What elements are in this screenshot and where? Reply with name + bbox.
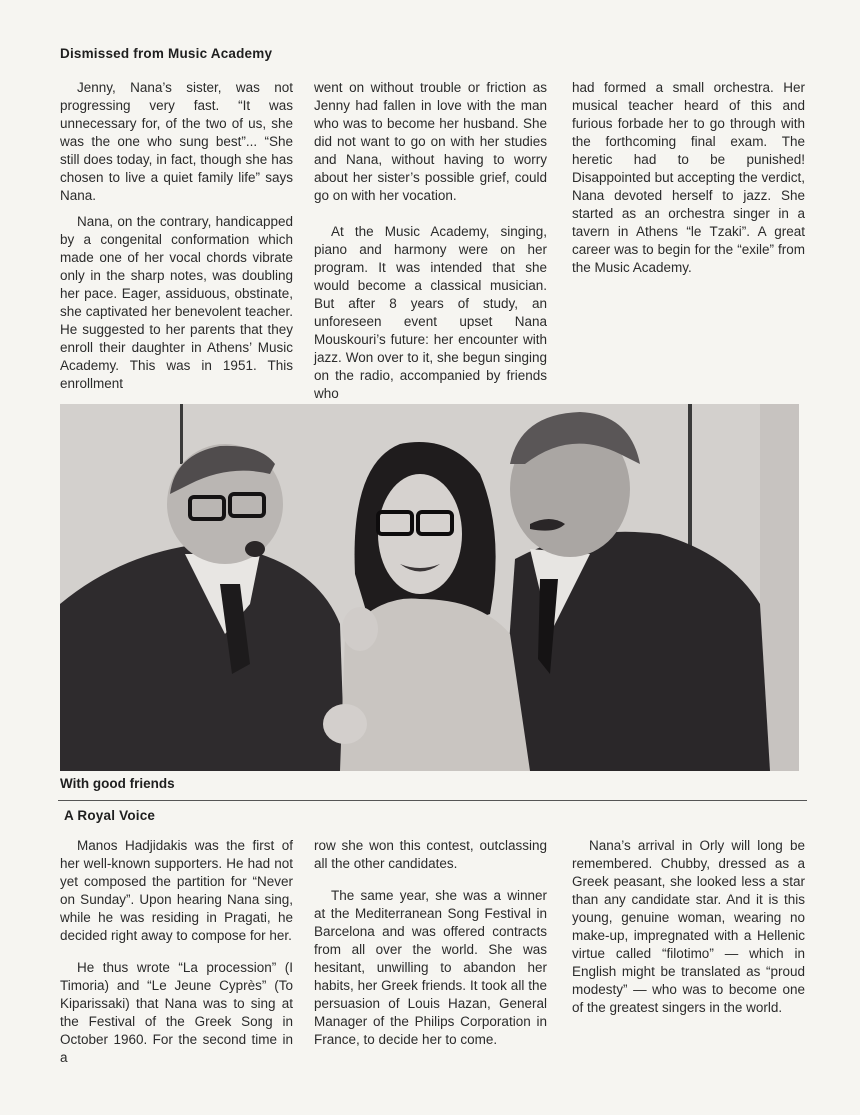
paragraph: He thus wrote “La procession” (I Timoria) and “Le Jeune Cyprès” (To Kiparissaki) that Nana was to sing at the Festival of the Greek Song in October 1960. For the second time in a xyxy=(60,960,293,1065)
text-column-2 xyxy=(314,79,547,403)
paragraph: went on without trouble or friction as Jenny had fallen in love with the man who was to become her husband. She did not want to go on with her studies and Nana, without having to worry about her sister’s possible grief, could go on with her vocation. xyxy=(314,80,547,203)
paragraph: At the Music Academy, singing, piano and harmony were on her program. It was intended that she would become a classical musician. But after 8 years of study, an unforeseen event upset Nana Mouskouri’s future: her encounter with jazz. Won over to it, she begun singing on the radio, accompanied by friends who xyxy=(314,224,547,401)
paragraph: Nana’s arrival in Orly will long be remembered. Chubby, dressed as a Greek peasant, she looked less a star than any candidate star. And it is this young, genuine woman, wearing no make-up, impregnated with a Hellenic virtue called “filotimo” — which in English might be translated as “proud modesty” — who was to become one of the greatest singers in the world. xyxy=(572,838,805,1015)
photo-caption: With good friends xyxy=(60,776,175,791)
text-column-2 xyxy=(314,837,547,1049)
paragraph: had formed a small orchestra. Her musical teacher heard of this and furious forbade her to go through with the forthcoming final exam. The heretic had to be punished! Disappointed but accepting the verdict, Nana devoted herself to jazz. She started as an orchestra singer in a tavern in Athens “le Tzaki”. A great career was to begin for the “exile” from the Music Academy. xyxy=(572,80,805,275)
text-column-1 xyxy=(60,79,293,393)
photo-with-good-friends xyxy=(60,404,799,771)
paragraph: Nana, on the contrary, handicapped by a congenital conformation which made one of her vocal chords vibrate only in the sharp notes, was doubling her pace. Eager, assiduous, obstinate, she captivated her benevolent teacher. He suggested to her parents that they enroll their daughter in Athens’ Music Academy. This was in 1951. This enrollment xyxy=(60,214,293,391)
divider-rule xyxy=(58,800,807,801)
text-column-3 xyxy=(572,79,805,277)
text-column-3 xyxy=(572,837,805,1017)
section-heading: A Royal Voice xyxy=(64,808,156,823)
section-heading: Dismissed from Music Academy xyxy=(60,46,273,61)
paragraph: Jenny, Nana’s sister, was not progressing very fast. “It was unnecessary for, of the two of us, she was the one who sung best”... “She still does today, in fact, though she has chosen to live a quiet family life” says Nana. xyxy=(60,80,293,203)
paragraph: row she won this contest, outclassing all the other candidates. xyxy=(314,838,547,871)
paragraph: Manos Hadjidakis was the first of her well-known supporters. He had not yet composed the partition for “Never on Sunday”. Upon hearing Nana sing, while he was residing in Pragati, he decided right away to compose for her. xyxy=(60,838,293,943)
paragraph: The same year, she was a winner at the Mediterranean Song Festival in Barcelona and was offered contracts from all over the world. She was hesitant, unwilling to abandon her habits, her Greek friends. It took all the persuasion of Louis Hazan, General Manager of the Philips Corporation in France, to decide her to come. xyxy=(314,888,547,1047)
photo-illustration xyxy=(60,404,799,771)
text-column-1 xyxy=(60,837,293,1067)
